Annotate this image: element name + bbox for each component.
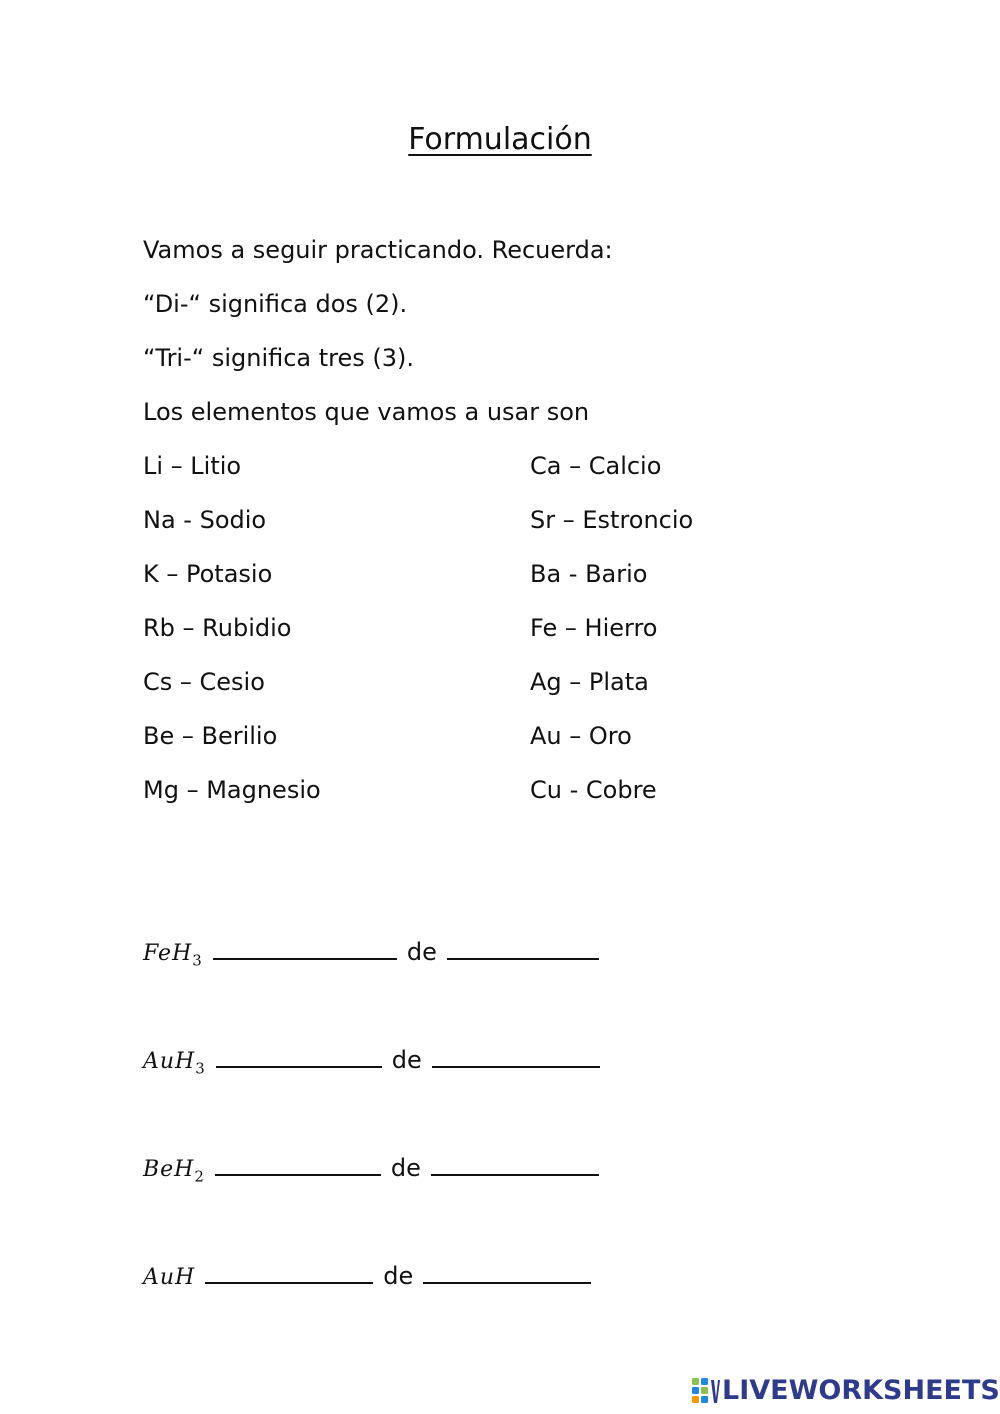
exercise-row: [143, 1046, 610, 1077]
element-right: Ca – Calcio: [530, 452, 662, 480]
exercise-row: [143, 938, 609, 969]
answer-blank-prefix[interactable]: [215, 1156, 381, 1176]
liveworksheets-logo: [690, 1374, 1000, 1406]
answer-blank-prefix[interactable]: [216, 1048, 382, 1068]
element-left: Be – Berilio: [143, 722, 278, 750]
answer-blank-element[interactable]: [431, 1156, 599, 1176]
formula: AuH: [143, 1265, 196, 1290]
intro-line: “Tri-“ significa tres (3).: [143, 344, 415, 372]
element-left: Na - Sodio: [143, 506, 267, 534]
formula: FeH$_3$: [143, 941, 203, 970]
connector: de: [391, 1046, 422, 1074]
element-left: Li – Litio: [143, 452, 242, 480]
answer-blank-element[interactable]: [447, 940, 599, 960]
formula: BeH$_2$: [143, 1157, 205, 1186]
formula: AuH$_3$: [143, 1049, 206, 1078]
liveworksheets-brand: LIVEWORKSHEETS: [722, 1374, 1000, 1406]
connector: de: [406, 938, 437, 966]
element-right: Fe – Hierro: [530, 614, 658, 642]
element-left: Cs – Cesio: [143, 668, 265, 696]
liveworksheets-logo-icon: [690, 1376, 720, 1404]
element-left: K – Potasio: [143, 560, 273, 588]
element-left: Rb – Rubidio: [143, 614, 292, 642]
element-right: Ag – Plata: [530, 668, 649, 696]
element-right: Ba - Bario: [530, 560, 648, 588]
intro-line: “Di-“ significa dos (2).: [143, 290, 408, 318]
answer-blank-element[interactable]: [432, 1048, 600, 1068]
exercise-row: [143, 1154, 609, 1185]
page-title: Formulación: [408, 122, 592, 157]
connector: de: [390, 1154, 421, 1182]
element-right: Sr – Estroncio: [530, 506, 694, 534]
connector: de: [383, 1262, 414, 1290]
exercise-row: [143, 1262, 601, 1293]
element-right: Au – Oro: [530, 722, 632, 750]
answer-blank-element[interactable]: [423, 1264, 591, 1284]
answer-blank-prefix[interactable]: [213, 940, 397, 960]
intro-line: Los elementos que vamos a usar son: [143, 398, 590, 426]
element-right: Cu - Cobre: [530, 776, 657, 804]
answer-blank-prefix[interactable]: [205, 1264, 373, 1284]
intro-line: Vamos a seguir practicando. Recuerda:: [143, 236, 613, 264]
element-left: Mg – Magnesio: [143, 776, 321, 804]
